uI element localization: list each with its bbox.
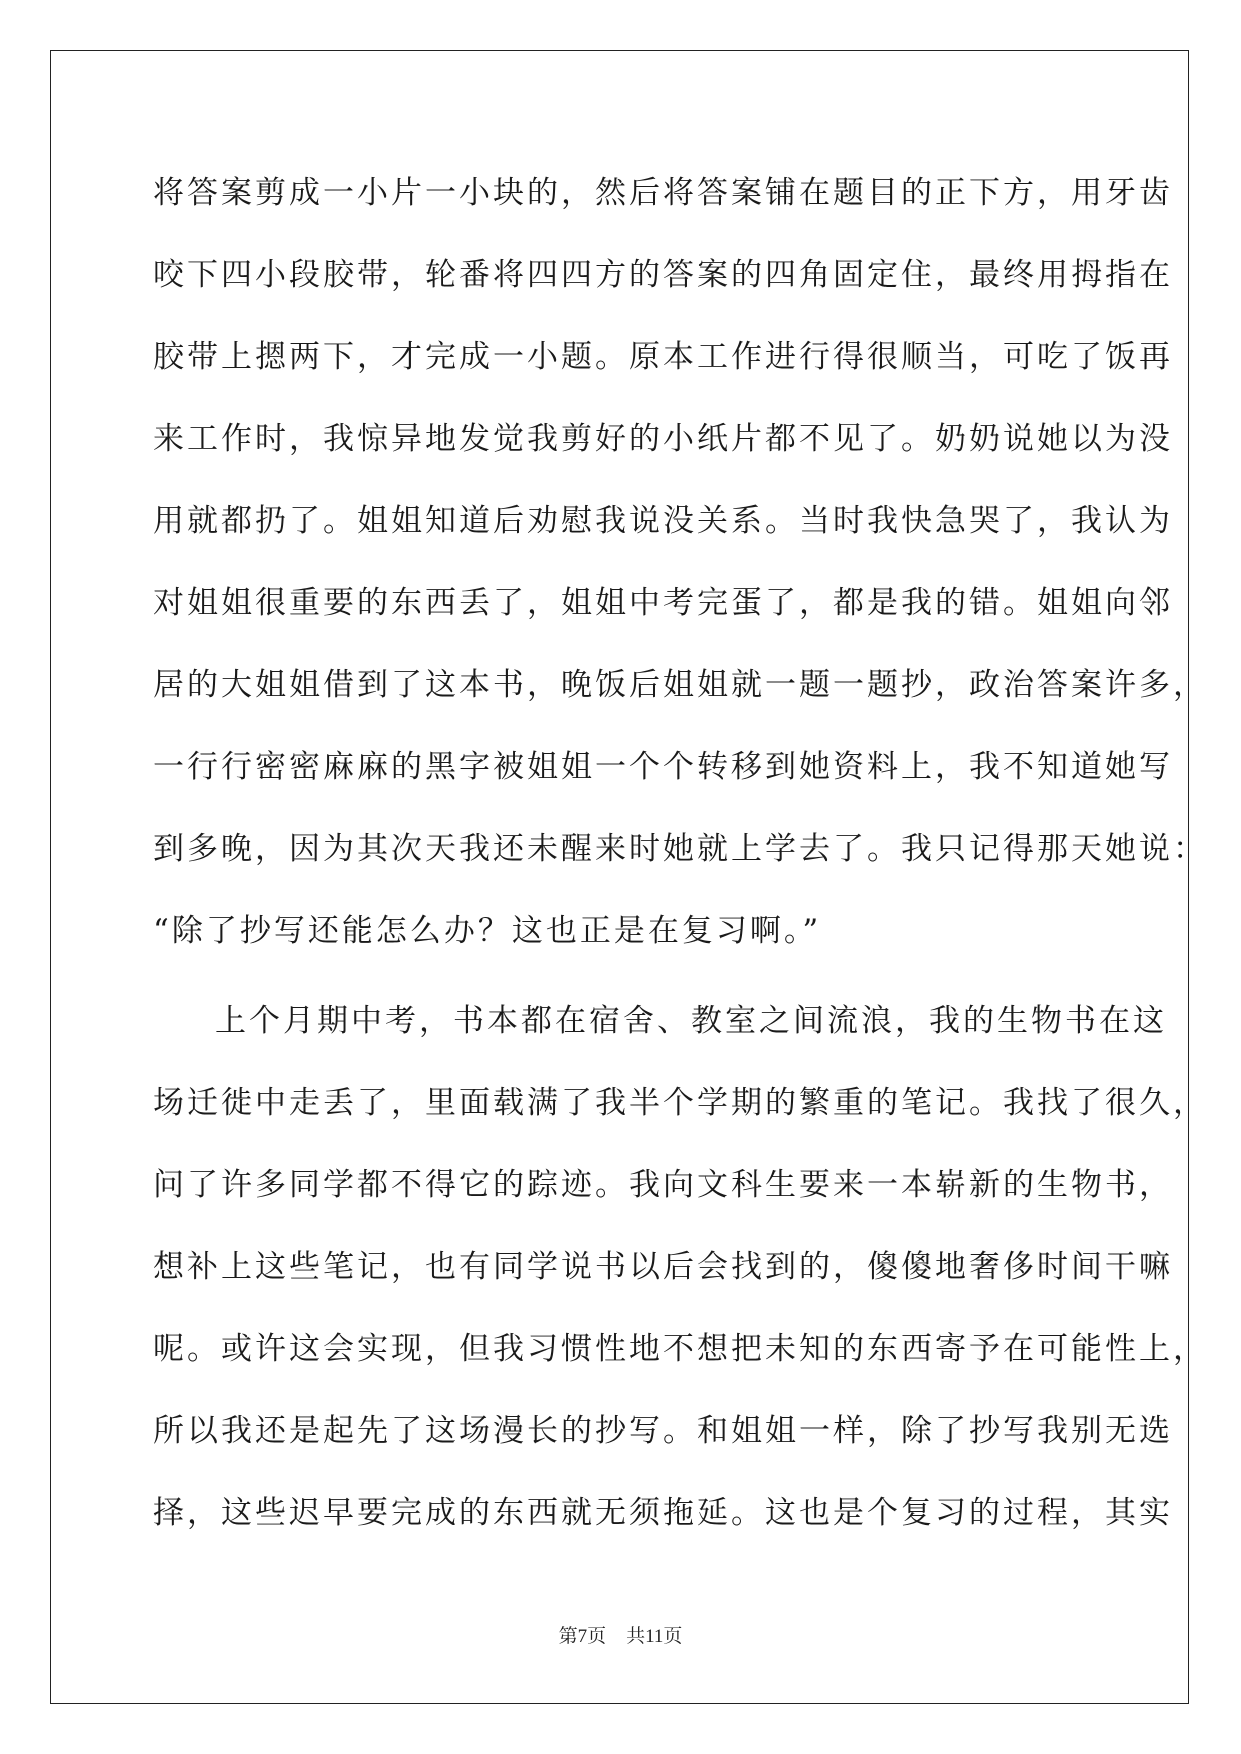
text-line: 对姐姐很重要的东西丢了，姐姐中考完蛋了，都是我的错。姐姐向邻: [153, 585, 1173, 621]
text-line: 上个月期中考，书本都在宿舍、教室之间流浪，我的生物书在这: [215, 1003, 1167, 1039]
page-number-current: 第7页: [558, 1626, 607, 1647]
text-line: 将答案剪成一小片一小块的，然后将答案铺在题目的正下方，用牙齿: [153, 175, 1173, 211]
text-line: 择，这些迟早要完成的东西就无须拖延。这也是个复习的过程，其实: [153, 1495, 1173, 1531]
text-line: 用就都扔了。姐姐知道后劝慰我说没关系。当时我快急哭了，我认为: [153, 503, 1173, 539]
text-line: 胶带上摁两下，才完成一小题。原本工作进行得很顺当，可吃了饭再: [153, 339, 1173, 375]
text-line: 问了许多同学都不得它的踪迹。我向文科生要来一本崭新的生物书，: [153, 1167, 1173, 1203]
text-line: 呢。或许这会实现，但我习惯性地不想把未知的东西寄予在可能性上，: [153, 1331, 1207, 1367]
page-number-total: 共11页: [626, 1626, 683, 1647]
text-line: 场迁徙中走丢了，里面载满了我半个学期的繁重的笔记。我找了很久，: [153, 1085, 1207, 1121]
text-line: “除了抄写还能怎么办？这也正是在复习啊。”: [153, 913, 822, 949]
text-line: 来工作时，我惊异地发觉我剪好的小纸片都不见了。奶奶说她以为没: [153, 421, 1173, 457]
text-line: 居的大姐姐借到了这本书，晚饭后姐姐就一题一题抄，政治答案许多，: [153, 667, 1207, 703]
text-line: 到多晚，因为其次天我还未醒来时她就上学去了。我只记得那天她说：: [153, 831, 1207, 867]
paragraph-gap: [153, 985, 1093, 993]
document-body: [153, 165, 1207, 1567]
text-line: 咬下四小段胶带，轮番将四四方的答案的四角固定住，最终用拇指在: [153, 257, 1173, 293]
text-line: 一行行密密麻麻的黑字被姐姐一个个转移到她资料上，我不知道她写: [153, 749, 1173, 785]
page-footer: [0, 1625, 1241, 1649]
text-line: 所以我还是起先了这场漫长的抄写。和姐姐一样，除了抄写我别无选: [153, 1413, 1173, 1449]
text-line: 想补上这些笔记，也有同学说书以后会找到的，傻傻地奢侈时间干嘛: [153, 1249, 1173, 1285]
